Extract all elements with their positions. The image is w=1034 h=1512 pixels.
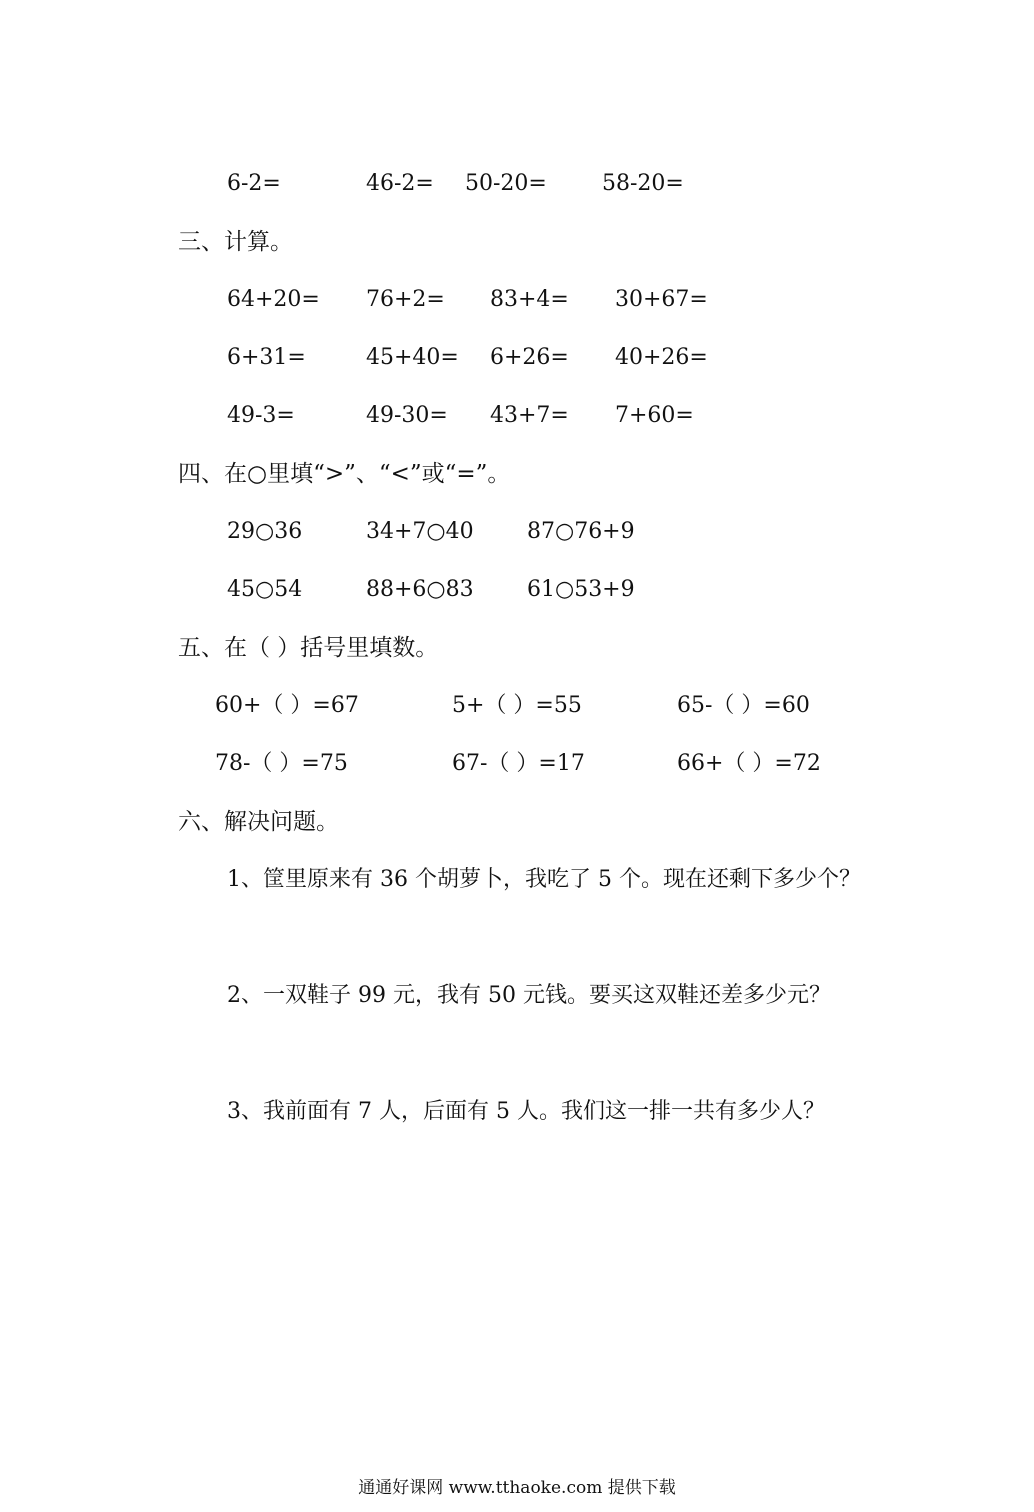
exercise-item: 6+26= bbox=[490, 345, 569, 370]
compare-item: 88+6○83 bbox=[366, 577, 474, 602]
fill-blank-item: 5+（ ）=55 bbox=[452, 693, 582, 718]
fill-blank-item: 67-（ ）=17 bbox=[452, 751, 585, 776]
exercise-item: 58-20= bbox=[602, 171, 684, 196]
exercise-item: 64+20= bbox=[227, 287, 320, 312]
exercise-item: 7+60= bbox=[615, 403, 694, 428]
exercise-item: 83+4= bbox=[490, 287, 569, 312]
exercise-item: 30+67= bbox=[615, 287, 708, 312]
compare-item: 34+7○40 bbox=[366, 519, 474, 544]
exercise-item: 49-3= bbox=[227, 403, 295, 428]
word-problem-2: 2、一双鞋子 99 元，我有 50 元钱。要买这双鞋还差多少元？ bbox=[227, 983, 831, 1008]
compare-item: 61○53+9 bbox=[527, 577, 635, 602]
compare-item: 87○76+9 bbox=[527, 519, 635, 544]
section-3-heading: 三、计算。 bbox=[178, 229, 293, 255]
section-5-heading: 五、在（ ）括号里填数。 bbox=[178, 635, 439, 661]
section-6-heading: 六、解决问题。 bbox=[178, 809, 339, 835]
exercise-item: 40+26= bbox=[615, 345, 708, 370]
exercise-item: 76+2= bbox=[366, 287, 445, 312]
fill-blank-item: 78-（ ）=75 bbox=[215, 751, 348, 776]
page-footer: 通通好课网 www.tthaoke.com 提供下载 bbox=[358, 1478, 676, 1498]
exercise-item: 6+31= bbox=[227, 345, 306, 370]
exercise-item: 46-2= bbox=[366, 171, 434, 196]
exercise-item: 45+40= bbox=[366, 345, 459, 370]
fill-blank-item: 66+（ ）=72 bbox=[677, 751, 821, 776]
fill-blank-item: 60+（ ）=67 bbox=[215, 693, 359, 718]
exercise-item: 49-30= bbox=[366, 403, 448, 428]
compare-item: 45○54 bbox=[227, 577, 303, 602]
exercise-item: 50-20= bbox=[465, 171, 547, 196]
section-4-heading: 四、在○里填“>”、“<”或“=”。 bbox=[178, 461, 511, 487]
compare-item: 29○36 bbox=[227, 519, 303, 544]
word-problem-1: 1、筐里原来有 36 个胡萝卜，我吃了 5 个。现在还剩下多少个？ bbox=[227, 867, 861, 892]
exercise-item: 43+7= bbox=[490, 403, 569, 428]
exercise-item: 6-2= bbox=[227, 171, 281, 196]
fill-blank-item: 65-（ ）=60 bbox=[677, 693, 810, 718]
word-problem-3: 3、我前面有 7 人，后面有 5 人。我们这一排一共有多少人？ bbox=[227, 1099, 825, 1124]
